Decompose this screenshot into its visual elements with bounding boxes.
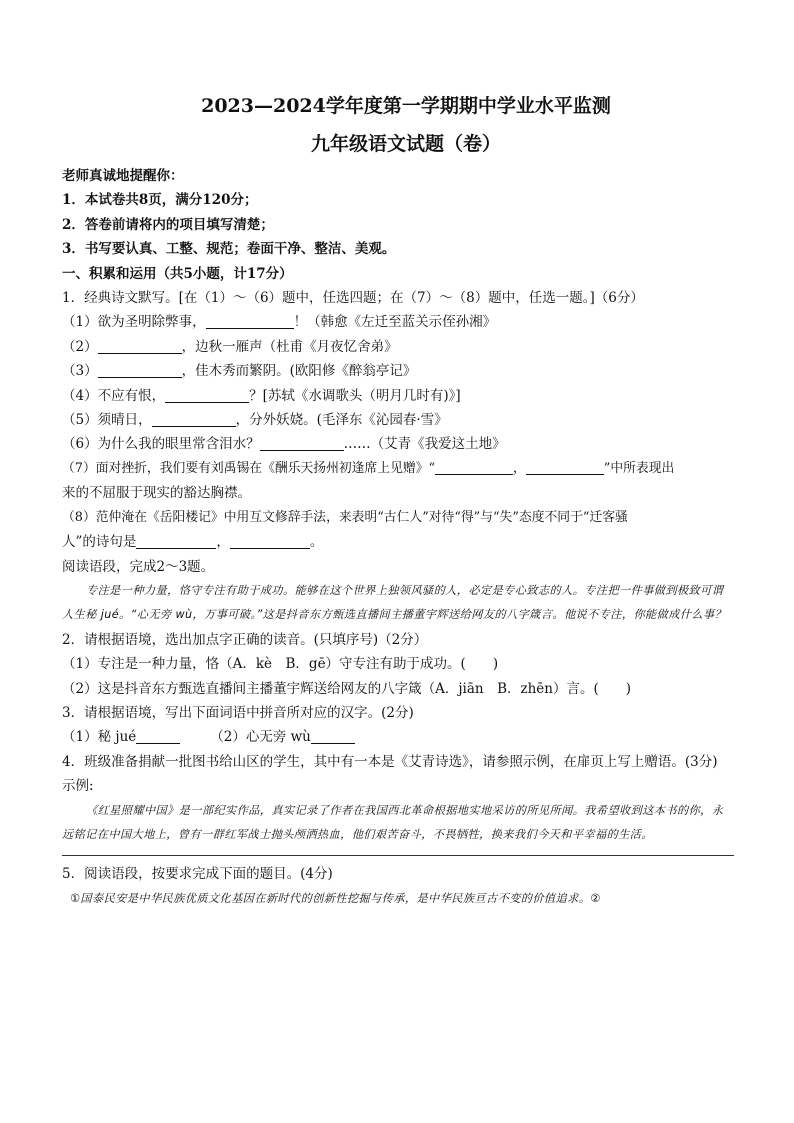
reading-instruction: 阅读语段，完成2～3题。: [62, 558, 215, 575]
q2-item-1: （1）专注是一种力量，恪（A．kè B．gē）守专注有助于成功。( ): [62, 656, 499, 673]
q2-item-2: （2）这是抖音东方甄选直播间主播董宇辉送给网友的八字箴（A．jiān B．zhēn）言。( ): [62, 680, 632, 697]
question-1-stem: 1．经典诗文默写。[在（1）～（6）题中，任选四题；在（7）～（8）题中，任选一题。]（6分）: [62, 290, 644, 307]
q1-line-7: （7）面对挫折，我们要有刘禹锡在《酬乐天扬州初逢席上见赠》“ ， ”中所表现出: [62, 460, 675, 476]
q1-line-8: （8）范仲淹在《岳阳楼记》中用互文修辞手法，来表明“古仁人”对待“得”与“失”态度不同于“迁客骚: [62, 509, 628, 525]
reminder-item: 1．本试卷共8页，满分120分；: [62, 192, 258, 209]
q5-passage: ①国泰民安是中华民族优质文化基因在新时代的创新性挖掘与传承，是中华民族亘古不变的价值追求。②: [70, 891, 601, 905]
answer-blank[interactable]: [206, 313, 294, 329]
q1-line-3: （3） ，佳木秀而繁阴。(欧阳修《醉翁亭记》: [62, 363, 417, 380]
answer-line[interactable]: [62, 855, 734, 856]
answer-blank[interactable]: [152, 411, 236, 427]
exam-subtitle: 九年级语文试题（卷）: [310, 133, 501, 155]
question-2-stem: 2．请根据语境，选出加点字正确的读音。(只填序号)（2分）: [62, 631, 428, 648]
answer-blank[interactable]: [526, 459, 604, 475]
q1-line-1: （1）欲为圣明除弊事， ！（韩愈《左迁至蓝关示侄孙湘》: [62, 314, 497, 331]
reminder-item: 2．答卷前请将内的项目填写清楚；: [62, 216, 274, 233]
reminder-item: 3．书写要认真、工整、规范；卷面干净、整洁、美观。: [62, 241, 396, 258]
reading-passage: 专注是一种力量，恪守专注有助于成功。能够在这个世界上独领风骚的人，必定是专心致志的人。专注把一件事做到极致可谓人生秘 jué。“心无旁 wù，万事可破。”这是抖音东方甄选直播间主播董宇辉送给网友的八字箴言。他说不专注，你能做成什么事？: [62, 583, 727, 622]
section-heading: 一、积累和运用（共5小题，计17分）: [62, 265, 293, 282]
q1-line-2: （2） ，边秋一雁声（杜甫《月夜忆舍弟》: [62, 338, 398, 355]
answer-blank[interactable]: [98, 338, 182, 354]
answer-blank[interactable]: [165, 387, 249, 403]
answer-blank[interactable]: [98, 362, 182, 378]
answer-blank[interactable]: [136, 533, 216, 549]
answer-blank[interactable]: [136, 728, 180, 744]
q1-line-5: （5）须晴日， ，分外妖娆。(毛泽东《沁园春·雪》: [62, 412, 448, 429]
example-text: 《红星照耀中国》是一部纪实作品，真实记录了作者在我国西北革命根据地实地采访的所见所闻。我希望收到这本书的你，永远铭记在中国大地上，曾有一群红军战士抛头颅洒热血，他们艰苦奋斗，不畏牺牲，换来我们今天和平幸福的生活。: [62, 803, 724, 841]
exam-title: 2023—2024学年度第一学期期中学业水平监测: [201, 95, 611, 117]
question-5-stem: 5．阅读语段，按要求完成下面的题目。(4分): [62, 866, 333, 883]
q1-line-7-cont: 来的不屈服于现实的豁达胸襟。: [62, 485, 251, 502]
answer-blank[interactable]: [435, 459, 513, 475]
q1-line-8-cont: 人”的诗句是 ， 。: [62, 534, 324, 551]
question-3-stem: 3．请根据语境，写出下面词语中拼音所对应的汉字。(2分): [62, 704, 414, 721]
question-4-stem: 4．班级准备捐献一批图书给山区的学生，其中有一本是《艾青诗选》，请参照示例，在扉页上写上赠语。(3分): [62, 753, 718, 770]
answer-blank[interactable]: [230, 533, 310, 549]
q3-items: （1）秘 jué （2）心无旁 wù: [62, 725, 734, 749]
exam-page: [62, 92, 734, 911]
answer-blank[interactable]: [260, 435, 344, 451]
example-label: 示例:: [62, 778, 94, 795]
q1-line-4: （4）不应有恨， ？[苏轼《水调歌头（明月几时有)》]: [62, 387, 461, 404]
reminder-heading: 老师真诚地提醒你：: [62, 168, 184, 184]
answer-blank[interactable]: [311, 728, 355, 744]
q1-line-6: （6）为什么我的眼里常含泪水？ ……（艾青《我爱这土地》: [62, 436, 506, 453]
